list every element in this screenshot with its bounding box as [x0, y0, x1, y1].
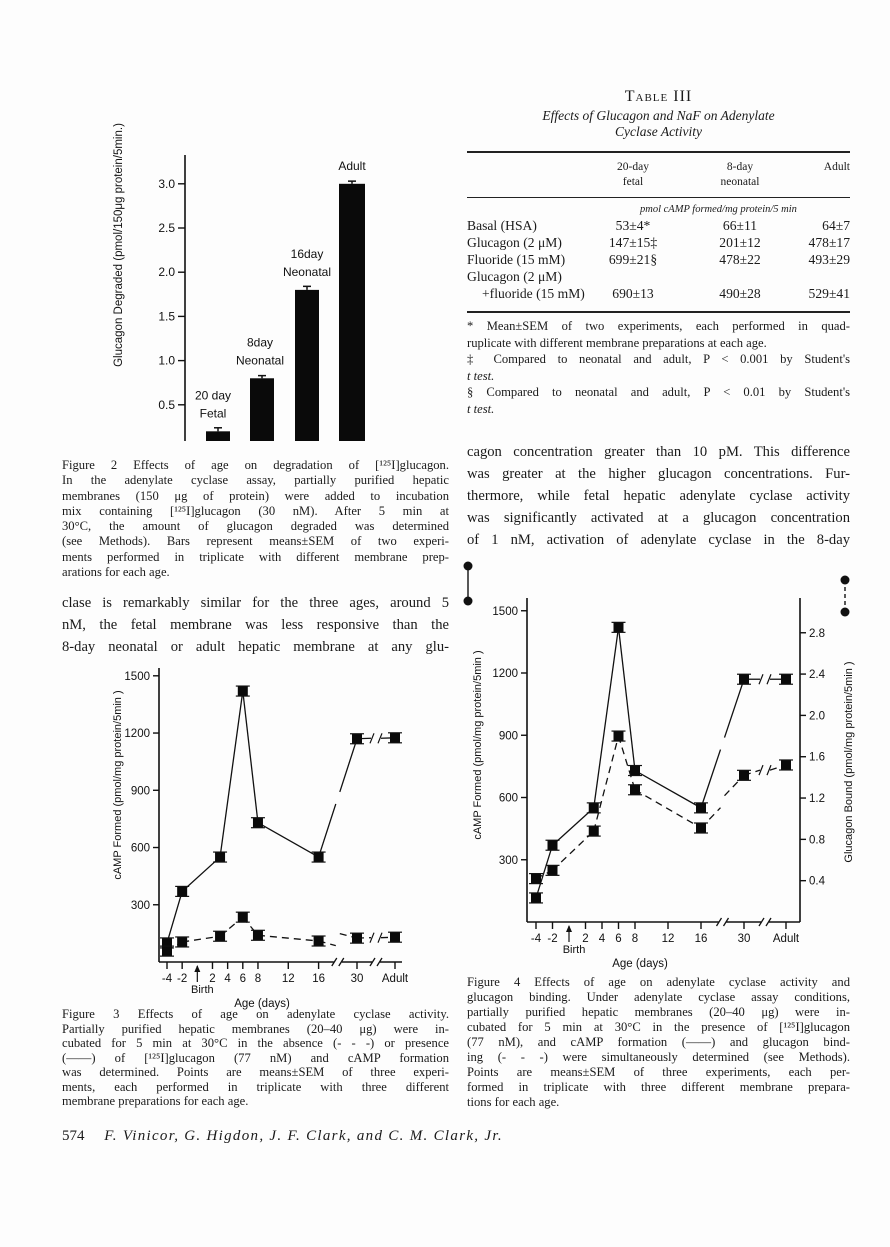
footnote-line: ‡ Compared to neonatal and adult, P < 0.001 by Student's [467, 352, 850, 366]
legend-solid-key-icon [464, 562, 473, 571]
y-tick-label: 1200 [492, 668, 518, 680]
y-axis-label: cAMP Formed (pmol/mg protein/5min ) [112, 690, 124, 880]
table-cell: 493±29 [808, 252, 850, 267]
x-tick-label: -2 [547, 933, 558, 945]
row-label: Glucagon (2 μM) [467, 269, 562, 284]
table-cell: 64±7 [822, 218, 850, 233]
data-point [215, 852, 225, 862]
x-tick-label: 6 [239, 973, 247, 985]
text-line: mix containing [¹²⁵I]glucagon (30 nM). After 5 min at [62, 503, 449, 518]
fig2-bar [339, 184, 365, 441]
text-line: clase is remarkably similar for the three ages, around 5 [62, 595, 449, 611]
fig2-bar [295, 290, 319, 441]
y2-tick-label: 1.2 [809, 793, 825, 806]
data-point [589, 826, 599, 836]
data-point [548, 865, 558, 875]
table-cell: 66±11 [722, 218, 758, 233]
column-header-adult: Adult [823, 161, 850, 173]
series-line [635, 771, 701, 808]
text-line: formed in triplicate with three different membrane prepara- [467, 1080, 850, 1094]
table-footnotes [467, 318, 850, 417]
row-label: Glucagon (2 μM) [467, 235, 562, 250]
data-point [781, 760, 791, 770]
fig2-bar [250, 378, 274, 441]
x-tick-label: 12 [661, 933, 675, 945]
table-subtitle-line: Effects of Glucagon and NaF on Adenylate [542, 108, 775, 123]
fig2-bar-label: 8day [246, 335, 274, 350]
footer-authors: F. Vinicor, G. Higdon, J. F. Clark, and C. M. Clark, Jr. [104, 1128, 503, 1144]
data-point [215, 931, 225, 941]
fig2-bar-label: Neonatal [282, 264, 332, 279]
y-tick-label: 1200 [124, 728, 150, 741]
data-point [253, 818, 263, 828]
text-line: was significantly activated at a glucagon concentration [467, 510, 850, 526]
data-point [238, 912, 248, 922]
fig2-bar [206, 431, 230, 441]
series-line [340, 739, 357, 792]
series-line [635, 790, 701, 828]
table-iii [467, 88, 850, 140]
table-cell: 201±12 [719, 235, 761, 250]
x-axis-label: Age (days) [234, 998, 290, 1010]
series-line [725, 679, 745, 737]
table-title: Table III [624, 88, 693, 105]
x-tick-label: 6 [615, 933, 622, 945]
text-line: of 1 nM, activation of adenylate cyclase in the 8-day [467, 532, 850, 548]
y2-tick-label: 2.8 [809, 627, 825, 640]
x-axis-label: Age (days) [612, 958, 668, 970]
fig2-y-tick-label: 2.5 [158, 221, 175, 235]
data-point [390, 932, 400, 942]
y2-tick-label: 0.4 [809, 875, 825, 888]
fig2-y-tick-label: 1.0 [158, 353, 175, 368]
table-subtitle-line: Cyclase Activity [614, 124, 703, 139]
table-cell: 478±17 [808, 235, 850, 250]
x-tick-label: -4 [161, 973, 173, 985]
data-point [531, 874, 541, 884]
text-line: Partially purified hepatic membranes (20–40 μg) were in- [62, 1021, 449, 1036]
figure-3-caption [62, 1007, 449, 1109]
table-cell: 147±15‡ [608, 235, 658, 250]
fig2-bar-label: Adult [338, 158, 366, 173]
y2-tick-label: 1.6 [809, 751, 825, 764]
data-point [589, 803, 599, 813]
text-line: 30°C, the amount of glucagon degraded was determined [62, 519, 449, 534]
data-point [238, 686, 248, 696]
x-tick-label: 30 [350, 973, 364, 985]
text-line: cagon concentration greater than 10 pM. This difference [467, 444, 850, 460]
column-header-fetal: 20-day fetal [617, 161, 649, 188]
y2-tick-label: 0.8 [809, 834, 825, 847]
y-tick-label: 900 [130, 785, 150, 798]
text-line: glucagon binding. Under adenylate cyclase assay conditions, [467, 990, 850, 1004]
data-point [781, 674, 791, 684]
text-line: ments, each performed in triplicate with three different [62, 1079, 449, 1094]
fig2-y-tick-label: 1.5 [158, 309, 175, 324]
legend-dashed-key-icon [841, 608, 850, 617]
x-tick-label: Adult [381, 973, 409, 985]
birth-arrowhead-icon [566, 925, 572, 932]
text-line: was determined. Points are means±SEM of three experi- [62, 1065, 449, 1079]
data-point [630, 766, 640, 776]
x-tick-label: Adult [772, 933, 800, 945]
data-point [177, 886, 187, 896]
data-point [162, 946, 172, 956]
text-line: membrane preparations for each age. [62, 1094, 249, 1108]
footnote-line: t test. [467, 368, 495, 383]
left-column-body-text [62, 592, 449, 658]
footnote-line: t test. [467, 401, 495, 416]
table-header-rule [467, 197, 850, 198]
data-point [548, 840, 558, 850]
footnote-line: ruplicate with different membrane preparations at each age. [467, 335, 767, 350]
y2-tick-label: 2.4 [809, 669, 825, 682]
text-line: (77 nM), and cAMP formation (——) and glucagon bind- [467, 1035, 850, 1049]
text-line: thermore, while fetal hepatic adenylate cyclase activity [467, 488, 850, 504]
data-point [614, 731, 624, 741]
y-tick-label: 1500 [124, 670, 150, 683]
legend-dashed-key-icon [841, 576, 850, 585]
text-line: cubated for 5 min at 30°C in the presence of [¹²⁵I]glucagon [467, 1020, 850, 1034]
fig2-bar-label: 20 day [194, 388, 232, 403]
data-point [531, 893, 541, 903]
table-cell: 529±41 [808, 286, 850, 301]
text-line: partially purified hepatic membranes (20–40 μg) were in- [467, 1005, 850, 1019]
text-line: Points are means±SEM of three experiments, each per- [467, 1065, 850, 1079]
text-line: Figure 4 Effects of age on adenylate cyclase activity and [467, 975, 850, 989]
text-line: nM, the fetal membrane was less responsive than the [62, 617, 449, 633]
data-point [696, 803, 706, 813]
text-line: was greater at the higher glucagon concentrations. Fur- [467, 466, 850, 482]
table-units: pmol cAMP formed/mg protein/5 min [640, 204, 797, 215]
y-tick-label: 900 [498, 730, 518, 743]
birth-label: Birth [191, 984, 214, 996]
data-point [696, 823, 706, 833]
x-tick-label: 4 [598, 933, 606, 945]
data-point [739, 770, 749, 780]
x-tick-label: 30 [737, 933, 751, 945]
row-label: Fluoride (15 mM) [467, 252, 566, 267]
series-line [701, 750, 721, 808]
data-point [314, 852, 324, 862]
footnote-line: § Compared to neonatal and adult, P < 0.01 by Student's [467, 385, 850, 399]
table-cell: 478±22 [719, 252, 761, 267]
series-line [319, 804, 336, 857]
fig2-bar-label: Fetal [199, 406, 227, 421]
text-line: Figure 2 Effects of age on degradation of [¹²⁵I]glucagon. [62, 458, 449, 472]
x-tick-label: 8 [631, 933, 639, 945]
figure-2-caption [62, 458, 449, 580]
table-cell: 690±13 [612, 286, 654, 301]
row-label: +fluoride (15 mM) [482, 286, 585, 301]
series-line [220, 691, 243, 857]
series-line [258, 935, 319, 941]
data-point [352, 734, 362, 744]
text-line: In the adenylate cyclase assay, partially purified hepatic [62, 473, 449, 488]
page-number: 574 [62, 1128, 85, 1144]
legend-solid-key-icon [464, 597, 473, 606]
column-header-neonatal: 8-day neonatal [720, 161, 760, 188]
x-tick-label: 2 [582, 933, 589, 945]
y-axis-label: cAMP Formed (pmol/mg protein/5min ) [472, 650, 484, 840]
y-tick-label: 300 [498, 854, 518, 867]
text-line: ing (- - -) were simultaneously determined (see Methods). [467, 1050, 850, 1064]
text-line: (——) of [¹²⁵I]glucagon (77 nM) and cAMP formation [62, 1050, 449, 1065]
x-tick-label: 4 [224, 973, 231, 985]
figure-4-caption [467, 975, 850, 1110]
x-tick-label: 2 [209, 973, 216, 985]
table-cell: 490±28 [719, 286, 761, 301]
text-line: ments performed in triplicate with different membrane prep- [62, 549, 449, 564]
birth-label: Birth [562, 944, 586, 956]
data-point [253, 930, 263, 940]
fig2-y-axis-label: Glucagon Degraded (pmol/150μg protein/5min.) [113, 123, 125, 367]
series-line [258, 823, 319, 857]
x-tick-label: 12 [281, 973, 295, 985]
data-point [352, 933, 362, 943]
table-bottom-rule [467, 311, 850, 313]
text-line: cubated for 5 min at 30°C in the absence (- - -) or presence [62, 1036, 449, 1050]
fig2-y-tick-label: 0.5 [158, 397, 175, 412]
data-point [614, 622, 624, 632]
y-tick-label: 600 [130, 842, 150, 855]
y-tick-label: 1500 [492, 605, 518, 618]
x-tick-label: 8 [254, 973, 262, 985]
footnote-line: * Mean±SEM of two experiments, each performed in quad- [467, 319, 850, 333]
fig2-bar-label: Neonatal [235, 353, 285, 368]
x-tick-label: -4 [530, 933, 542, 945]
text-line: arations for each age. [62, 565, 170, 580]
table-top-rule [467, 151, 850, 153]
y2-axis-label: Glucagon Bound (pmol/mg protein/5min ) [843, 661, 855, 863]
fig2-y-tick-label: 3.0 [158, 176, 175, 191]
data-point [739, 674, 749, 684]
text-line: (see Methods). Bars represent means±SEM of two experi- [62, 534, 449, 549]
right-column-body-text [467, 441, 850, 551]
text-line: tions for each age. [467, 1095, 560, 1109]
fig2-bar-label: 16day [290, 246, 324, 261]
table-cell: 699±21§ [608, 252, 658, 267]
series-line [594, 627, 619, 808]
y2-tick-label: 2.0 [809, 710, 825, 723]
data-point [314, 936, 324, 946]
birth-arrowhead-icon [194, 965, 200, 972]
data-point [177, 937, 187, 947]
x-tick-label: -2 [177, 973, 188, 985]
y-tick-label: 300 [130, 899, 150, 912]
x-tick-label: 16 [312, 973, 325, 985]
x-tick-label: 16 [694, 933, 708, 945]
y-tick-label: 600 [498, 792, 518, 805]
series-line [167, 891, 182, 943]
text-line: 8-day neonatal or adult hepatic membrane at any glu- [62, 639, 449, 655]
series-line [619, 627, 636, 770]
data-point [390, 733, 400, 743]
fig2-y-tick-label: 2.0 [158, 265, 175, 280]
table-cell: 53±4* [615, 218, 651, 233]
page-footer [62, 1128, 503, 1145]
row-label: Basal (HSA) [467, 218, 537, 233]
text-line: Figure 3 Effects of age on adenylate cyclase activity. [62, 1007, 449, 1021]
text-line: membranes (150 μg of protein) were added to incubation [62, 488, 449, 503]
series-line [243, 691, 258, 823]
data-point [630, 785, 640, 795]
